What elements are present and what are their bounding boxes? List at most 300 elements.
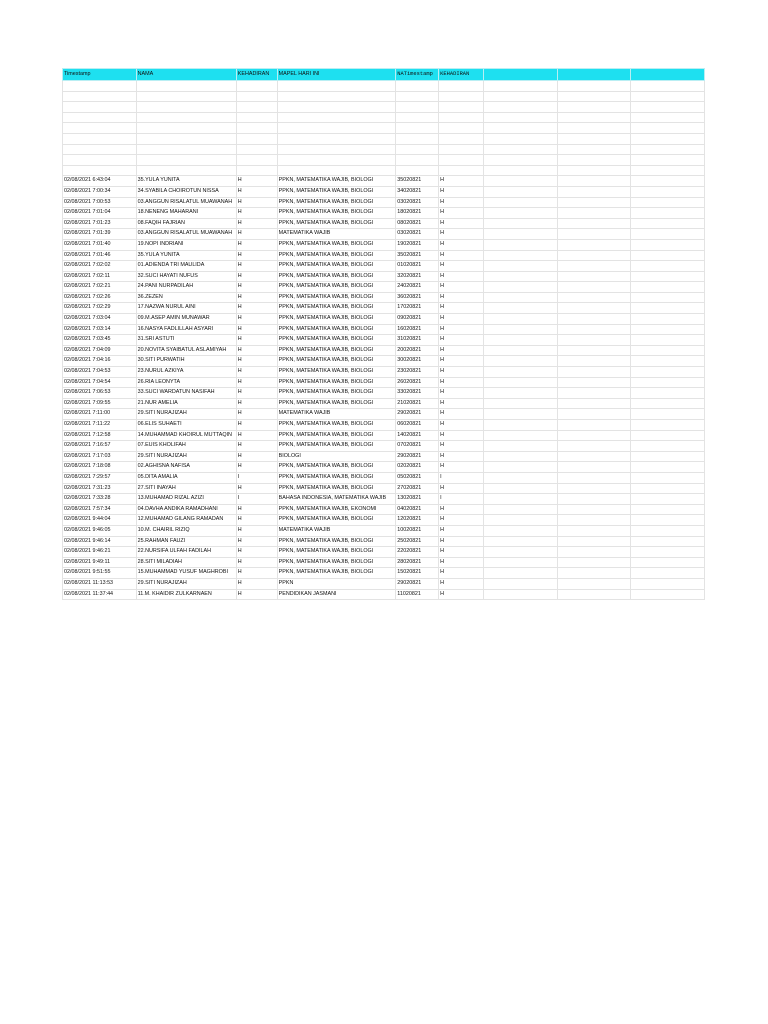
nama-cell[interactable]: 03.ANGGUN RISALATUL MUAWANAH <box>136 197 236 208</box>
timestamp-cell[interactable]: 02/08/2021 7:03:45 <box>63 335 137 346</box>
kehadiran-2-cell[interactable]: H <box>439 292 484 303</box>
timestamp-cell[interactable]: 02/08/2021 7:02:11 <box>63 271 137 282</box>
empty-cell[interactable] <box>63 165 137 176</box>
natimestamp-cell[interactable]: 14020821 <box>396 430 439 441</box>
kehadiran-cell[interactable]: H <box>236 345 277 356</box>
empty-cell[interactable] <box>277 102 396 113</box>
empty-cell[interactable] <box>136 133 236 144</box>
timestamp-cell[interactable]: 02/08/2021 6:43:04 <box>63 176 137 187</box>
empty-cell[interactable] <box>557 303 631 314</box>
timestamp-cell[interactable]: 02/08/2021 9:49:11 <box>63 557 137 568</box>
mapel-cell[interactable]: PPKN, MATEMATIKA WAJIB, BIOLOGI <box>277 292 396 303</box>
timestamp-cell[interactable]: 02/08/2021 7:57:34 <box>63 504 137 515</box>
empty-cell[interactable] <box>484 367 558 378</box>
empty-cell[interactable] <box>396 155 439 166</box>
empty-cell[interactable] <box>557 112 631 123</box>
timestamp-cell[interactable]: 02/08/2021 7:06:53 <box>63 388 137 399</box>
empty-cell[interactable] <box>484 494 558 505</box>
mapel-cell[interactable]: PPKN, MATEMATIKA WAJIB, BIOLOGI <box>277 515 396 526</box>
empty-cell[interactable] <box>484 218 558 229</box>
timestamp-cell[interactable]: 02/08/2021 7:02:21 <box>63 282 137 293</box>
kehadiran-cell[interactable]: H <box>236 377 277 388</box>
empty-cell[interactable] <box>557 515 631 526</box>
kehadiran-2-cell[interactable]: H <box>439 578 484 589</box>
empty-cell[interactable] <box>136 102 236 113</box>
natimestamp-cell[interactable]: 22020821 <box>396 547 439 558</box>
empty-cell[interactable] <box>557 324 631 335</box>
empty-cell[interactable] <box>484 388 558 399</box>
empty-cell[interactable] <box>557 197 631 208</box>
empty-cell[interactable] <box>396 112 439 123</box>
mapel-cell[interactable]: MATEMATIKA WAJIB <box>277 525 396 536</box>
kehadiran-cell[interactable]: H <box>236 176 277 187</box>
nama-cell[interactable]: 23.NURUL AZKIYA <box>136 367 236 378</box>
empty-cell[interactable] <box>236 165 277 176</box>
timestamp-cell[interactable]: 02/08/2021 7:17:03 <box>63 451 137 462</box>
empty-cell[interactable] <box>557 186 631 197</box>
empty-cell[interactable] <box>484 165 558 176</box>
kehadiran-2-cell[interactable]: H <box>439 377 484 388</box>
empty-cell[interactable] <box>631 398 705 409</box>
kehadiran-cell[interactable]: H <box>236 409 277 420</box>
empty-cell[interactable] <box>557 123 631 134</box>
kehadiran-2-cell[interactable]: I <box>439 494 484 505</box>
nama-cell[interactable]: 31.SRI ASTUTI <box>136 335 236 346</box>
empty-cell[interactable] <box>557 377 631 388</box>
empty-cell[interactable] <box>631 81 705 92</box>
nama-cell[interactable]: 15.MUHAMMAD YUSUF MAGHROBI <box>136 568 236 579</box>
empty-cell[interactable] <box>236 123 277 134</box>
nama-cell[interactable]: 18.NENENG MAHARANI <box>136 208 236 219</box>
empty-cell[interactable] <box>557 282 631 293</box>
empty-cell[interactable] <box>277 123 396 134</box>
timestamp-cell[interactable]: 02/08/2021 7:00:53 <box>63 197 137 208</box>
kehadiran-2-cell[interactable]: H <box>439 589 484 600</box>
kehadiran-2-cell[interactable]: H <box>439 218 484 229</box>
timestamp-cell[interactable]: 02/08/2021 7:03:14 <box>63 324 137 335</box>
kehadiran-cell[interactable]: H <box>236 303 277 314</box>
kehadiran-cell[interactable]: H <box>236 335 277 346</box>
empty-cell[interactable] <box>484 208 558 219</box>
empty-cell[interactable] <box>439 112 484 123</box>
kehadiran-cell[interactable]: H <box>236 420 277 431</box>
empty-cell[interactable] <box>631 155 705 166</box>
empty-cell[interactable] <box>557 250 631 261</box>
nama-cell[interactable]: 04.DAVHA ANDIKA RAMADHANI <box>136 504 236 515</box>
kehadiran-2-cell[interactable]: H <box>439 525 484 536</box>
kehadiran-2-cell[interactable]: H <box>439 208 484 219</box>
empty-cell[interactable] <box>277 133 396 144</box>
natimestamp-cell[interactable]: 11020821 <box>396 589 439 600</box>
timestamp-cell[interactable]: 02/08/2021 7:01:04 <box>63 208 137 219</box>
empty-cell[interactable] <box>484 144 558 155</box>
kehadiran-2-cell[interactable]: H <box>439 515 484 526</box>
kehadiran-2-cell[interactable]: H <box>439 462 484 473</box>
empty-cell[interactable] <box>277 144 396 155</box>
empty-cell[interactable] <box>484 176 558 187</box>
timestamp-cell[interactable]: 02/08/2021 9:46:14 <box>63 536 137 547</box>
empty-cell[interactable] <box>484 102 558 113</box>
natimestamp-cell[interactable]: 23020821 <box>396 367 439 378</box>
timestamp-cell[interactable]: 02/08/2021 7:04:09 <box>63 345 137 356</box>
empty-cell[interactable] <box>631 282 705 293</box>
empty-cell[interactable] <box>631 409 705 420</box>
empty-cell[interactable] <box>631 377 705 388</box>
header-kehadiran[interactable]: KEHADIRAN <box>236 69 277 81</box>
empty-cell[interactable] <box>631 197 705 208</box>
empty-cell[interactable] <box>396 91 439 102</box>
kehadiran-2-cell[interactable]: H <box>439 239 484 250</box>
empty-cell[interactable] <box>631 345 705 356</box>
kehadiran-2-cell[interactable]: H <box>439 483 484 494</box>
mapel-cell[interactable]: PPKN, MATEMATIKA WAJIB, BIOLOGI <box>277 303 396 314</box>
empty-cell[interactable] <box>557 578 631 589</box>
nama-cell[interactable]: 14.MUHAMMAD KHOIRUL MUTTAQIN <box>136 430 236 441</box>
timestamp-cell[interactable]: 02/08/2021 7:31:23 <box>63 483 137 494</box>
kehadiran-cell[interactable]: H <box>236 314 277 325</box>
mapel-cell[interactable]: PPKN, MATEMATIKA WAJIB, BIOLOGI <box>277 568 396 579</box>
mapel-cell[interactable]: PPKN, MATEMATIKA WAJIB, BIOLOGI <box>277 388 396 399</box>
timestamp-cell[interactable]: 02/08/2021 9:46:05 <box>63 525 137 536</box>
empty-cell[interactable] <box>557 398 631 409</box>
header-timestamp[interactable]: Timestamp <box>63 69 137 81</box>
kehadiran-cell[interactable]: H <box>236 271 277 282</box>
kehadiran-cell[interactable]: H <box>236 504 277 515</box>
empty-cell[interactable] <box>236 91 277 102</box>
empty-cell[interactable] <box>63 91 137 102</box>
empty-cell[interactable] <box>557 568 631 579</box>
mapel-cell[interactable]: PPKN, MATEMATIKA WAJIB, BIOLOGI <box>277 197 396 208</box>
mapel-cell[interactable]: PPKN <box>277 578 396 589</box>
natimestamp-cell[interactable]: 34020821 <box>396 186 439 197</box>
nama-cell[interactable]: 09.M.ASEP AMIN MUNAWAR <box>136 314 236 325</box>
mapel-cell[interactable]: PPKN, MATEMATIKA WAJIB, BIOLOGI <box>277 218 396 229</box>
header-mapel[interactable]: MAPEL HARI INI <box>277 69 396 81</box>
timestamp-cell[interactable]: 02/08/2021 7:18:08 <box>63 462 137 473</box>
mapel-cell[interactable]: PPKN, MATEMATIKA WAJIB, BIOLOGI <box>277 239 396 250</box>
mapel-cell[interactable]: PPKN, MATEMATIKA WAJIB, EKONOMI <box>277 504 396 515</box>
timestamp-cell[interactable]: 02/08/2021 7:04:53 <box>63 367 137 378</box>
kehadiran-cell[interactable]: H <box>236 250 277 261</box>
nama-cell[interactable]: 35.YULA YUNITA <box>136 176 236 187</box>
empty-cell[interactable] <box>557 176 631 187</box>
timestamp-cell[interactable]: 02/08/2021 7:09:55 <box>63 398 137 409</box>
empty-cell[interactable] <box>631 271 705 282</box>
mapel-cell[interactable]: PPKN, MATEMATIKA WAJIB, BIOLOGI <box>277 441 396 452</box>
kehadiran-2-cell[interactable]: H <box>439 420 484 431</box>
empty-cell[interactable] <box>277 81 396 92</box>
empty-cell[interactable] <box>396 165 439 176</box>
empty-cell[interactable] <box>484 282 558 293</box>
mapel-cell[interactable]: PPKN, MATEMATIKA WAJIB, BIOLOGI <box>277 356 396 367</box>
empty-cell[interactable] <box>557 557 631 568</box>
header-empty-cell[interactable] <box>557 69 631 81</box>
empty-cell[interactable] <box>631 515 705 526</box>
natimestamp-cell[interactable]: 03020821 <box>396 229 439 240</box>
empty-cell[interactable] <box>439 102 484 113</box>
kehadiran-cell[interactable]: H <box>236 324 277 335</box>
timestamp-cell[interactable]: 02/08/2021 7:11:22 <box>63 420 137 431</box>
kehadiran-cell[interactable]: H <box>236 398 277 409</box>
empty-cell[interactable] <box>63 123 137 134</box>
natimestamp-cell[interactable]: 32020821 <box>396 271 439 282</box>
natimestamp-cell[interactable]: 25020821 <box>396 536 439 547</box>
empty-cell[interactable] <box>557 388 631 399</box>
header-natimestamp[interactable]: NATimestamp <box>396 69 439 81</box>
empty-cell[interactable] <box>631 123 705 134</box>
empty-cell[interactable] <box>439 133 484 144</box>
mapel-cell[interactable]: PPKN, MATEMATIKA WAJIB, BIOLOGI <box>277 271 396 282</box>
empty-cell[interactable] <box>557 261 631 272</box>
empty-cell[interactable] <box>631 250 705 261</box>
natimestamp-cell[interactable]: 03020821 <box>396 197 439 208</box>
kehadiran-2-cell[interactable]: H <box>439 557 484 568</box>
timestamp-cell[interactable]: 02/08/2021 11:13:53 <box>63 578 137 589</box>
kehadiran-cell[interactable]: H <box>236 568 277 579</box>
kehadiran-cell[interactable]: H <box>236 229 277 240</box>
kehadiran-2-cell[interactable]: H <box>439 451 484 462</box>
header-kehadiran-2[interactable]: KEHADIRAN <box>439 69 484 81</box>
kehadiran-cell[interactable]: H <box>236 430 277 441</box>
empty-cell[interactable] <box>631 324 705 335</box>
nama-cell[interactable]: 26.RIA LEONYTA <box>136 377 236 388</box>
timestamp-cell[interactable]: 02/08/2021 7:04:16 <box>63 356 137 367</box>
mapel-cell[interactable]: PPKN, MATEMATIKA WAJIB, BIOLOGI <box>277 345 396 356</box>
natimestamp-cell[interactable]: 08020821 <box>396 218 439 229</box>
kehadiran-cell[interactable]: H <box>236 451 277 462</box>
kehadiran-cell[interactable]: H <box>236 239 277 250</box>
kehadiran-2-cell[interactable]: H <box>439 398 484 409</box>
empty-cell[interactable] <box>484 578 558 589</box>
empty-cell[interactable] <box>631 430 705 441</box>
kehadiran-2-cell[interactable]: H <box>439 345 484 356</box>
empty-cell[interactable] <box>484 314 558 325</box>
empty-cell[interactable] <box>484 568 558 579</box>
timestamp-cell[interactable]: 02/08/2021 7:11:00 <box>63 409 137 420</box>
nama-cell[interactable]: 35.YULA YUNITA <box>136 250 236 261</box>
kehadiran-2-cell[interactable]: H <box>439 314 484 325</box>
empty-cell[interactable] <box>484 451 558 462</box>
empty-cell[interactable] <box>557 483 631 494</box>
empty-cell[interactable] <box>136 155 236 166</box>
empty-cell[interactable] <box>557 441 631 452</box>
empty-cell[interactable] <box>484 324 558 335</box>
mapel-cell[interactable]: PPKN, MATEMATIKA WAJIB, BIOLOGI <box>277 250 396 261</box>
nama-cell[interactable]: 03.ANGGUN RISALATUL MUAWANAH <box>136 229 236 240</box>
empty-cell[interactable] <box>631 472 705 483</box>
kehadiran-cell[interactable]: H <box>236 282 277 293</box>
nama-cell[interactable]: 05.DITA AMALIA <box>136 472 236 483</box>
kehadiran-cell[interactable]: H <box>236 515 277 526</box>
empty-cell[interactable] <box>484 112 558 123</box>
kehadiran-2-cell[interactable]: H <box>439 536 484 547</box>
natimestamp-cell[interactable]: 29020821 <box>396 409 439 420</box>
empty-cell[interactable] <box>631 303 705 314</box>
nama-cell[interactable]: 28.SITI MILADIAH <box>136 557 236 568</box>
kehadiran-cell[interactable]: H <box>236 356 277 367</box>
empty-cell[interactable] <box>557 494 631 505</box>
empty-cell[interactable] <box>557 589 631 600</box>
empty-cell[interactable] <box>484 81 558 92</box>
kehadiran-cell[interactable]: H <box>236 589 277 600</box>
empty-cell[interactable] <box>631 483 705 494</box>
empty-cell[interactable] <box>631 186 705 197</box>
empty-cell[interactable] <box>484 420 558 431</box>
kehadiran-2-cell[interactable]: H <box>439 271 484 282</box>
kehadiran-2-cell[interactable]: H <box>439 335 484 346</box>
kehadiran-2-cell[interactable]: H <box>439 409 484 420</box>
mapel-cell[interactable]: PPKN, MATEMATIKA WAJIB, BIOLOGI <box>277 335 396 346</box>
empty-cell[interactable] <box>136 112 236 123</box>
mapel-cell[interactable]: PPKN, MATEMATIKA WAJIB, BIOLOGI <box>277 420 396 431</box>
empty-cell[interactable] <box>557 314 631 325</box>
empty-cell[interactable] <box>631 547 705 558</box>
kehadiran-cell[interactable]: H <box>236 388 277 399</box>
empty-cell[interactable] <box>557 144 631 155</box>
empty-cell[interactable] <box>396 81 439 92</box>
empty-cell[interactable] <box>557 155 631 166</box>
empty-cell[interactable] <box>63 144 137 155</box>
nama-cell[interactable]: 24.PANI NURPADILAH <box>136 282 236 293</box>
empty-cell[interactable] <box>631 229 705 240</box>
empty-cell[interactable] <box>277 91 396 102</box>
empty-cell[interactable] <box>557 208 631 219</box>
mapel-cell[interactable]: PPKN, MATEMATIKA WAJIB, BIOLOGI <box>277 282 396 293</box>
empty-cell[interactable] <box>631 165 705 176</box>
mapel-cell[interactable]: MATEMATIKA WAJIB <box>277 409 396 420</box>
mapel-cell[interactable]: PENDIDIKAN JASMANI <box>277 589 396 600</box>
empty-cell[interactable] <box>631 462 705 473</box>
nama-cell[interactable]: 25.RAHMAN FAUZI <box>136 536 236 547</box>
empty-cell[interactable] <box>439 123 484 134</box>
mapel-cell[interactable]: PPKN, MATEMATIKA WAJIB, BIOLOGI <box>277 547 396 558</box>
empty-cell[interactable] <box>631 420 705 431</box>
timestamp-cell[interactable]: 02/08/2021 7:29:57 <box>63 472 137 483</box>
mapel-cell[interactable]: PPKN, MATEMATIKA WAJIB, BIOLOGI <box>277 483 396 494</box>
timestamp-cell[interactable]: 02/08/2021 7:04:54 <box>63 377 137 388</box>
kehadiran-cell[interactable]: H <box>236 208 277 219</box>
timestamp-cell[interactable]: 02/08/2021 9:51:55 <box>63 568 137 579</box>
empty-cell[interactable] <box>631 239 705 250</box>
timestamp-cell[interactable]: 02/08/2021 7:01:39 <box>63 229 137 240</box>
empty-cell[interactable] <box>484 186 558 197</box>
empty-cell[interactable] <box>484 155 558 166</box>
natimestamp-cell[interactable]: 24020821 <box>396 282 439 293</box>
empty-cell[interactable] <box>631 144 705 155</box>
empty-cell[interactable] <box>557 356 631 367</box>
empty-cell[interactable] <box>484 303 558 314</box>
kehadiran-cell[interactable]: H <box>236 536 277 547</box>
empty-cell[interactable] <box>277 165 396 176</box>
timestamp-cell[interactable]: 02/08/2021 7:33:28 <box>63 494 137 505</box>
header-empty-cell[interactable] <box>484 69 558 81</box>
empty-cell[interactable] <box>484 536 558 547</box>
kehadiran-cell[interactable]: H <box>236 441 277 452</box>
natimestamp-cell[interactable]: 29020821 <box>396 578 439 589</box>
empty-cell[interactable] <box>631 292 705 303</box>
nama-cell[interactable]: 29.SITI NURAJIZAH <box>136 578 236 589</box>
mapel-cell[interactable]: PPKN, MATEMATIKA WAJIB, BIOLOGI <box>277 398 396 409</box>
natimestamp-cell[interactable]: 21020821 <box>396 398 439 409</box>
nama-cell[interactable]: 17.NAZWA NURUL AINI <box>136 303 236 314</box>
empty-cell[interactable] <box>484 197 558 208</box>
empty-cell[interactable] <box>484 504 558 515</box>
mapel-cell[interactable]: PPKN, MATEMATIKA WAJIB, BIOLOGI <box>277 176 396 187</box>
empty-cell[interactable] <box>439 165 484 176</box>
nama-cell[interactable]: 30.SITI PURWATIH <box>136 356 236 367</box>
nama-cell[interactable]: 22.NURSIFA ULFAH FADILAH <box>136 547 236 558</box>
mapel-cell[interactable]: PPKN, MATEMATIKA WAJIB, BIOLOGI <box>277 314 396 325</box>
natimestamp-cell[interactable]: 26020821 <box>396 377 439 388</box>
empty-cell[interactable] <box>557 165 631 176</box>
kehadiran-2-cell[interactable]: H <box>439 229 484 240</box>
mapel-cell[interactable]: PPKN, MATEMATIKA WAJIB, BIOLOGI <box>277 377 396 388</box>
empty-cell[interactable] <box>631 441 705 452</box>
natimestamp-cell[interactable]: 15020821 <box>396 568 439 579</box>
kehadiran-2-cell[interactable]: H <box>439 356 484 367</box>
empty-cell[interactable] <box>631 314 705 325</box>
kehadiran-cell[interactable]: H <box>236 483 277 494</box>
empty-cell[interactable] <box>63 133 137 144</box>
nama-cell[interactable]: 01.ADIENDA TRI MAULIDA <box>136 261 236 272</box>
empty-cell[interactable] <box>631 176 705 187</box>
natimestamp-cell[interactable]: 12020821 <box>396 515 439 526</box>
nama-cell[interactable]: 12.MUHAMAD GILANG RAMADAN <box>136 515 236 526</box>
kehadiran-cell[interactable]: H <box>236 292 277 303</box>
kehadiran-2-cell[interactable]: H <box>439 430 484 441</box>
natimestamp-cell[interactable]: 17020821 <box>396 303 439 314</box>
kehadiran-2-cell[interactable]: H <box>439 324 484 335</box>
empty-cell[interactable] <box>631 578 705 589</box>
empty-cell[interactable] <box>631 388 705 399</box>
nama-cell[interactable]: 36.ZEZEN <box>136 292 236 303</box>
empty-cell[interactable] <box>484 377 558 388</box>
empty-cell[interactable] <box>236 155 277 166</box>
timestamp-cell[interactable]: 02/08/2021 7:03:04 <box>63 314 137 325</box>
natimestamp-cell[interactable]: 13020821 <box>396 494 439 505</box>
empty-cell[interactable] <box>484 91 558 102</box>
natimestamp-cell[interactable]: 20020821 <box>396 345 439 356</box>
empty-cell[interactable] <box>484 229 558 240</box>
empty-cell[interactable] <box>631 536 705 547</box>
kehadiran-2-cell[interactable]: H <box>439 176 484 187</box>
natimestamp-cell[interactable]: 05020821 <box>396 472 439 483</box>
nama-cell[interactable]: 06.ELIS SUHAETI <box>136 420 236 431</box>
empty-cell[interactable] <box>484 525 558 536</box>
empty-cell[interactable] <box>484 271 558 282</box>
empty-cell[interactable] <box>484 356 558 367</box>
empty-cell[interactable] <box>557 81 631 92</box>
natimestamp-cell[interactable]: 06020821 <box>396 420 439 431</box>
timestamp-cell[interactable]: 02/08/2021 7:02:02 <box>63 261 137 272</box>
empty-cell[interactable] <box>136 144 236 155</box>
timestamp-cell[interactable]: 02/08/2021 7:02:29 <box>63 303 137 314</box>
empty-cell[interactable] <box>484 250 558 261</box>
empty-cell[interactable] <box>439 91 484 102</box>
natimestamp-cell[interactable]: 02020821 <box>396 462 439 473</box>
header-empty-cell[interactable] <box>631 69 705 81</box>
kehadiran-cell[interactable]: H <box>236 525 277 536</box>
empty-cell[interactable] <box>484 472 558 483</box>
empty-cell[interactable] <box>236 144 277 155</box>
natimestamp-cell[interactable]: 36020821 <box>396 292 439 303</box>
nama-cell[interactable]: 33.SUCI WARDATUN NASIFAH <box>136 388 236 399</box>
nama-cell[interactable]: 29.SITI NURAJIZAH <box>136 451 236 462</box>
empty-cell[interactable] <box>396 123 439 134</box>
kehadiran-2-cell[interactable]: H <box>439 388 484 399</box>
empty-cell[interactable] <box>396 133 439 144</box>
empty-cell[interactable] <box>631 208 705 219</box>
